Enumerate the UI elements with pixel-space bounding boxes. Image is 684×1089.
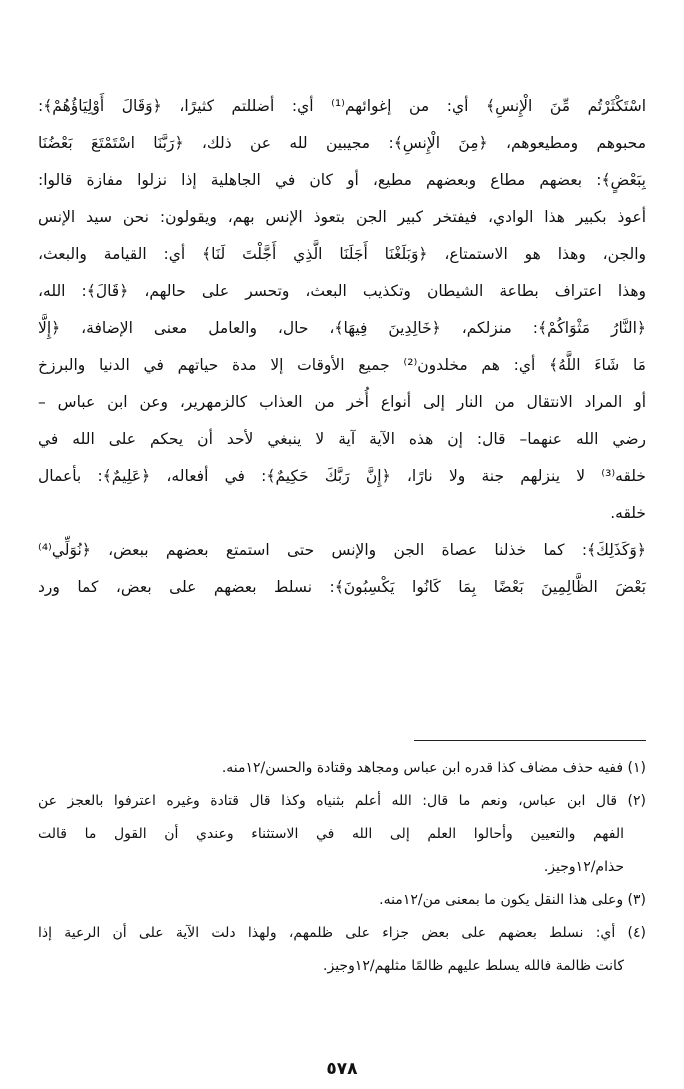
footnote-1: (١) ففيه حذف مضاف كذا قدره ابن عباس ومجاهد وقتادة والحسن/١٢منه.: [221, 760, 646, 776]
footnote-2-line-3: حذام/١٢وجيز.: [543, 859, 624, 875]
main-text: [38, 88, 646, 606]
footnote-4-line-2: كانت ظالمة فالله يسلط عليهم ظالمًا مثلهم/١٢وجيز.: [323, 958, 624, 974]
body-line-1: اسْتَكْثَرْتُم مِّنَ الْإِنسِ﴾ أي: من إغوائهم⁽¹⁾ أي: أضللتم كثيرًا، ﴿وَقَالَ أَوْلِيَاؤُهُمْ﴾:: [38, 97, 646, 115]
body-line-7: ﴿النَّارُ مَثْوَاكُمْ﴾: منزلكم، ﴿خَالِدِينَ فِيهَا﴾، حال، والعامل معنى الإضافة، ﴿إِلَّا: [38, 319, 646, 337]
body-line-5: والجن، وهذا هو الاستمتاع، ﴿وَبَلَغْنَا أَجَلَنَا الَّذِي أَجَّلْتَ لَنَا﴾ أي: القيامة والبعث،: [38, 245, 646, 263]
body-line-10: رضي الله عنهما– قال: إن هذه الآية آية لا ينبغي لأحد أن يحكم على الله في: [38, 430, 646, 448]
footnote-2-line-2: الفهم والتعيين وأحالوا العلم إلى الله في الاستثناء وعندي أن القول ما قالت: [38, 826, 624, 842]
footnote-3: (٣) وعلى هذا النقل يكون ما بمعنى من/١٢منه.: [379, 892, 646, 908]
body-line-2: محبوهم ومطيعوهم، ﴿مِنَ الْإِنسِ﴾: مجيبين لله عن ذلك، ﴿رَبَّنَا اسْتَمْتَعَ بَعْضُنَا: [38, 134, 646, 152]
body-line-8: مَا شَاءَ اللَّهُ﴾ أي: هم مخلدون⁽²⁾ جميع الأوقات إلا مدة حياتهم في الدنيا والبرزخ: [38, 356, 646, 374]
body-line-13: ﴿وَكَذَلِكَ﴾: كما خذلنا عصاة الجن والإنس حتى استمتع بعضهم ببعض، ﴿نُوَلِّي⁽⁴⁾: [38, 541, 646, 559]
footnote-divider: [414, 740, 646, 741]
body-line-9: أو المراد الانتقال من النار إلى أنواع أُخر من العذاب كالزمهرير، وعن ابن عباس –: [38, 393, 646, 411]
body-line-3: بِبَعْضٍ﴾: بعضهم مطاع وبعضهم مطيع، أو كان في الجاهلية إذا نزلوا مفازة قالوا:: [38, 171, 646, 189]
body-line-12: خلقه.: [610, 504, 646, 522]
footnote-4-line-1: (٤) أي: نسلط بعضهم على بعض جزاء على ظلمهم، ولهذا دلت الآية على أن الرعية إذا: [38, 925, 646, 941]
body-line-6: وهذا اعتراف بطاعة الشيطان وتكذيب البعث، وتحسر على حالهم، ﴿قَالَ﴾: الله،: [38, 282, 646, 300]
footnotes: [38, 752, 646, 983]
footnote-2-line-1: (٢) قال ابن عباس، ونعم ما قال: الله أعلم بثنياه وكذا قال قتادة وغيره اعترفوا بالعجز عن: [38, 793, 646, 809]
body-line-4: أعوذ بكبير هذا الوادي، فيفتخر كبير الجن بتعوذ الإنس بهم، ويقولون: نحن سيد الإنس: [38, 208, 646, 226]
body-line-11: خلقه⁽³⁾ لا ينزلهم جنة ولا نارًا، ﴿إِنَّ رَبَّكَ حَكِيمٌ﴾: في أفعاله، ﴿عَلِيمٌ﴾: بأعمال: [38, 467, 646, 485]
body-line-14: بَعْضَ الظَّالِمِينَ بَعْضًا بِمَا كَانُوا يَكْسِبُونَ﴾: نسلط بعضهم على بعض، كما ورد: [38, 578, 646, 596]
page-number: ٥٧٨: [326, 1059, 358, 1079]
